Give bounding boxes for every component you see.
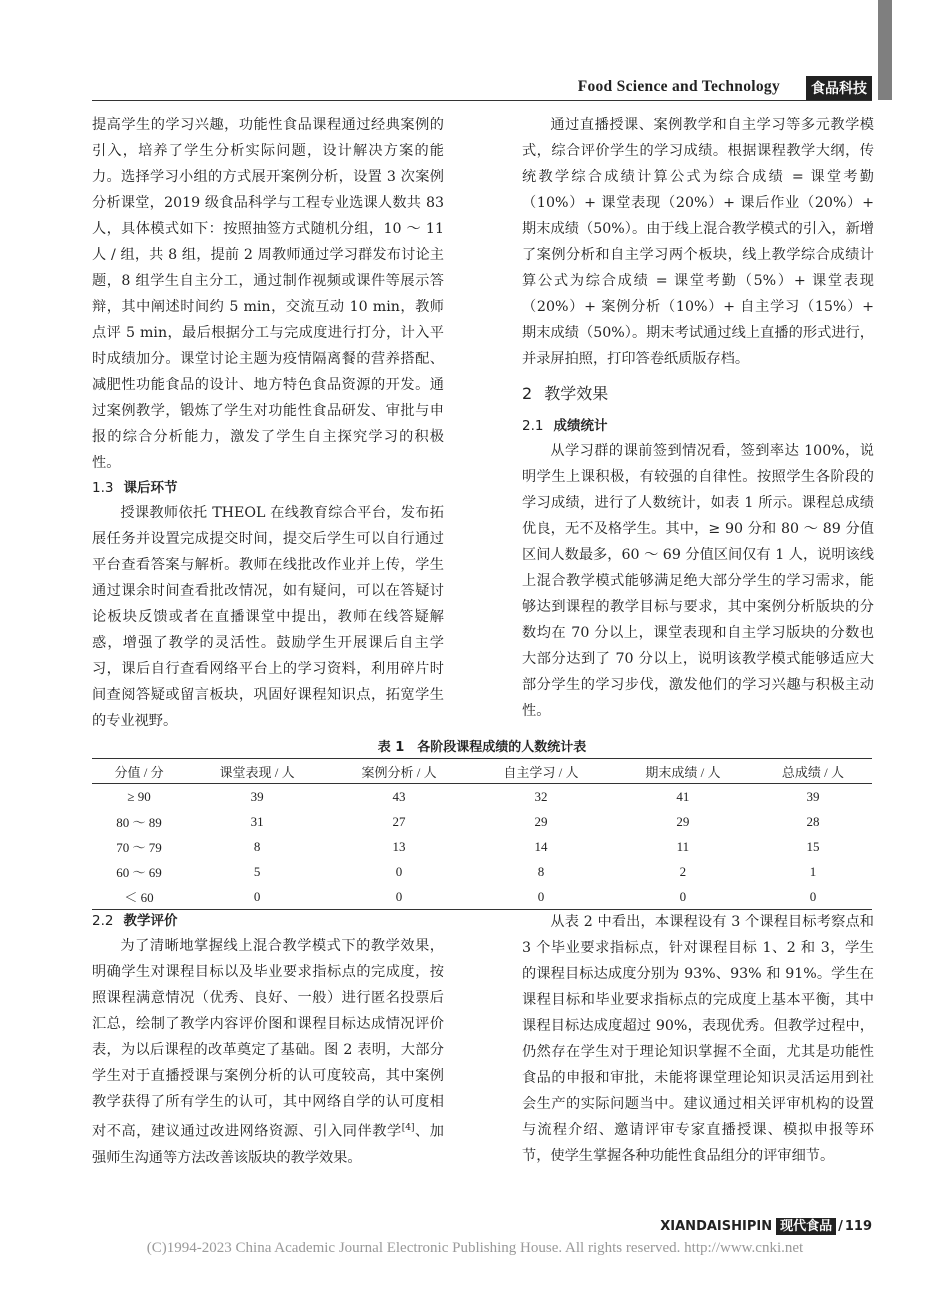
journal-name-cn: 食品科技 bbox=[806, 76, 872, 100]
page-footer bbox=[660, 1215, 872, 1234]
table-cell: 39 bbox=[806, 788, 820, 804]
table-header-cell: 分值 / 分 bbox=[92, 759, 186, 784]
paragraph: 通过直播授课、案例教学和自主学习等多元教学模式，综合评价学生的学习成绩。根据课程教学大纲，传统教学综合成绩计算公式为综合成绩 = 课堂考勤（10%）+ 课堂表现（20%）+ 课后作业（20%）+ 期末成绩（50%）。由于线上混合教学模式的引入，新增了案例分析和自主学习两个板块，线上教学综合成绩计算公式为综合成绩 = 课堂考勤（5%）+ 课堂表现（20%）+ 案例分析（10%）+ 自主学习（15%）+ 期末成绩（50%）。期末考试通过线上直播的形式进行，并录屏拍照，打印答卷纸质版存档。 bbox=[522, 117, 874, 367]
table-cell: 29 bbox=[676, 813, 690, 829]
right-column-bottom bbox=[522, 909, 874, 1169]
table-header-cell: 课堂表现 / 人 bbox=[186, 759, 328, 784]
section-number: 1.3 bbox=[92, 480, 114, 496]
table-cell: 0 bbox=[395, 863, 403, 879]
table-cell: 28 bbox=[806, 813, 820, 829]
table-cell: 0 bbox=[612, 884, 754, 910]
section-number: 2.1 bbox=[522, 418, 544, 434]
table-cell: 29 bbox=[534, 813, 548, 829]
table-cell: 1 bbox=[809, 863, 817, 879]
table-header-row bbox=[92, 759, 872, 784]
section-heading-2-2 bbox=[92, 909, 444, 933]
table-cell: 43 bbox=[392, 788, 406, 804]
table-cell: 41 bbox=[676, 788, 690, 804]
paragraph-text: 为了清晰地掌握线上混合教学模式下的教学效果，明确学生对课程目标以及毕业要求指标点的完成度，按照课程满意情况（优秀、良好、一般）进行匿名投票后汇总，绘制了教学内容评价图和课程目标达成情况评价表，为以后课程的改革奠定了基础。图 2 表明，大部分学生对于直播授课与案例分析的认可度较高，其中案例教学获得了所有学生的认可，其中网络自学的认可度相对不高，建议通过改进网络资源、引入同伴教学 bbox=[92, 938, 444, 1140]
section-number: 2.2 bbox=[92, 913, 114, 929]
table-cell: 39 bbox=[250, 788, 264, 804]
footer-brand-en: XIANDAISHIPIN bbox=[660, 1219, 773, 1234]
footer-brand-cn: 现代食品 bbox=[776, 1218, 836, 1235]
table-cell: 70 ～ 79 bbox=[116, 840, 162, 855]
paragraph: 授课教师依托 THEOL 在线教育综合平台，发布拓展任务并设置完成提交时间，提交后学生可以自行通过平台查看答案与解析。教师在线批改作业并上传，学生通过课余时间查看批改情况，如有疑问，可以在答疑讨论板块反馈或者在直播课堂中提出，教师在线答疑解惑，增强了教学的灵活性。鼓励学生开展课后自主学习，课后自行查看网络平台上的学习资料，利用碎片时间查阅答疑或留言板块，巩固好课程知识点，拓宽学生的专业视野。 bbox=[92, 505, 444, 729]
table-header-cell: 案例分析 / 人 bbox=[328, 759, 470, 784]
page-header bbox=[92, 78, 872, 101]
table-cell: 60 ～ 69 bbox=[116, 865, 162, 880]
section-heading-2-1 bbox=[522, 414, 874, 438]
table-cell: 8 bbox=[253, 838, 261, 854]
paragraph: 提高学生的学习兴趣，功能性食品课程通过经典案例的引入，培养了学生分析实际问题，设计解决方案的能力。选择学习小组的方式展开案例分析，设置 3 次案例分析课堂，2019 级食品科学与工程专业选课人数共 83 人，具体模式如下：按照抽签方式随机分组，10 ～ 11 人 / 组，共 8 组，提前 2 周教师通过学习群发布讨论主题，8 组学生自主分工，通过制作视频或课件等展示答辩，其中阐述时间约 5 min，交流互动 10 min，教师点评 5 min，最后根据分工与完成度进行打分，计入平时成绩加分。课堂讨论主题为疫情隔离餐的营养搭配、减肥性功能食品的设计、地方特色食品资源的开发。通过案例教学，锻炼了学生对功能性食品研发、审批与申报的综合分析能力，激发了学生自主探究学习的积极性。 bbox=[92, 117, 444, 471]
table-cell: 13 bbox=[392, 838, 406, 854]
paragraph: 从学习群的课前签到情况看，签到率达 100%，说明学生上课积极，有较强的自律性。按照学生各阶段的学习成绩，进行了人数统计，如表 1 所示。课程总成绩优良，无不及格学生。其中，≥ 90 分和 80 ～ 89 分值区间人数最多，60 ～ 69 分值区间仅有 1 人，说明该线上混合教学模式能够满足绝大部分学生的学习需求，能够达到课程的教学目标与要求，其中案例分析版块的分数均在 70 分以上，课堂表现和自主学习版块的分数也大部分达到了 70 分以上，说明该教学模式能够适应大部分学生的学习步伐，激发他们的学习兴趣与积极主动性。 bbox=[522, 443, 874, 719]
table-row bbox=[92, 859, 872, 884]
section-heading-1-3 bbox=[92, 476, 444, 500]
table-cell: 15 bbox=[806, 838, 820, 854]
table-cell: 31 bbox=[250, 813, 264, 829]
section-title: 成绩统计 bbox=[553, 418, 608, 434]
left-column-bottom bbox=[92, 909, 444, 1171]
section-title: 课后环节 bbox=[123, 480, 178, 496]
table-header-cell: 总成绩 / 人 bbox=[754, 759, 872, 784]
section-title: 教学效果 bbox=[544, 384, 609, 403]
table-row bbox=[92, 809, 872, 834]
table-cell: ＜ 60 bbox=[92, 884, 186, 910]
table-cell: 0 bbox=[186, 884, 328, 910]
table-cell: 0 bbox=[470, 884, 612, 910]
left-column-top bbox=[92, 112, 444, 734]
table-row bbox=[92, 784, 872, 810]
section-number: 2 bbox=[522, 384, 533, 403]
side-tab-bar bbox=[878, 0, 892, 100]
table-cell: 2 bbox=[679, 863, 687, 879]
table-cell: 80 ～ 89 bbox=[116, 815, 162, 830]
footer-slash: / bbox=[838, 1219, 843, 1234]
table-row bbox=[92, 834, 872, 859]
table-cell: 8 bbox=[537, 863, 545, 879]
table-cell: 5 bbox=[253, 863, 261, 879]
table-cell: ≥ 90 bbox=[127, 788, 151, 804]
paragraph-text: 、加强师生沟通等方法改善该版块的教学效果。 bbox=[92, 1123, 444, 1166]
page-number: 119 bbox=[844, 1219, 872, 1234]
table-cell: 0 bbox=[754, 884, 872, 910]
section-heading-2 bbox=[522, 380, 874, 408]
score-table bbox=[92, 758, 872, 910]
table-cell: 27 bbox=[392, 813, 406, 829]
table-cell: 11 bbox=[676, 838, 690, 854]
table-row bbox=[92, 884, 872, 910]
section-title: 教学评价 bbox=[123, 913, 178, 929]
paragraph bbox=[92, 933, 444, 1171]
copyright-notice: (C)1994-2023 China Academic Journal Electronic Publishing House. All rights reserved. http://www.cnki.net bbox=[146, 1240, 804, 1256]
table-caption: 表 1 各阶段课程成绩的人数统计表 bbox=[377, 740, 587, 755]
table-cell: 14 bbox=[534, 838, 548, 854]
right-column-top bbox=[522, 112, 874, 724]
paragraph: 从表 2 中看出，本课程设有 3 个课程目标考察点和 3 个毕业要求指标点，针对课程目标 1、2 和 3，学生的课程目标达成度分别为 93%、93% 和 91%。学生在课程目标和毕业要求指标点的完成度上基本平衡，其中课程目标达成度超过 90%，表现优秀。但教学过程中，仍然存在学生对于理论知识掌握不全面，尤其是功能性食品的申报和审批，未能将课堂理论知识灵活运用到社会生产的实际问题当中。建议通过相关评审机构的设置与流程介绍、邀请评审专家直播授课、模拟申报等环节，使学生掌握各种功能性食品组分的评审细节。 bbox=[522, 914, 874, 1164]
reference-citation: [4] bbox=[401, 1123, 415, 1133]
table-header-cell: 期末成绩 / 人 bbox=[612, 759, 754, 784]
table-cell: 32 bbox=[534, 788, 548, 804]
table-cell: 0 bbox=[328, 884, 470, 910]
score-table-block bbox=[92, 738, 872, 910]
table-header-cell: 自主学习 / 人 bbox=[470, 759, 612, 784]
journal-name-en: Food Science and Technology bbox=[577, 78, 780, 95]
